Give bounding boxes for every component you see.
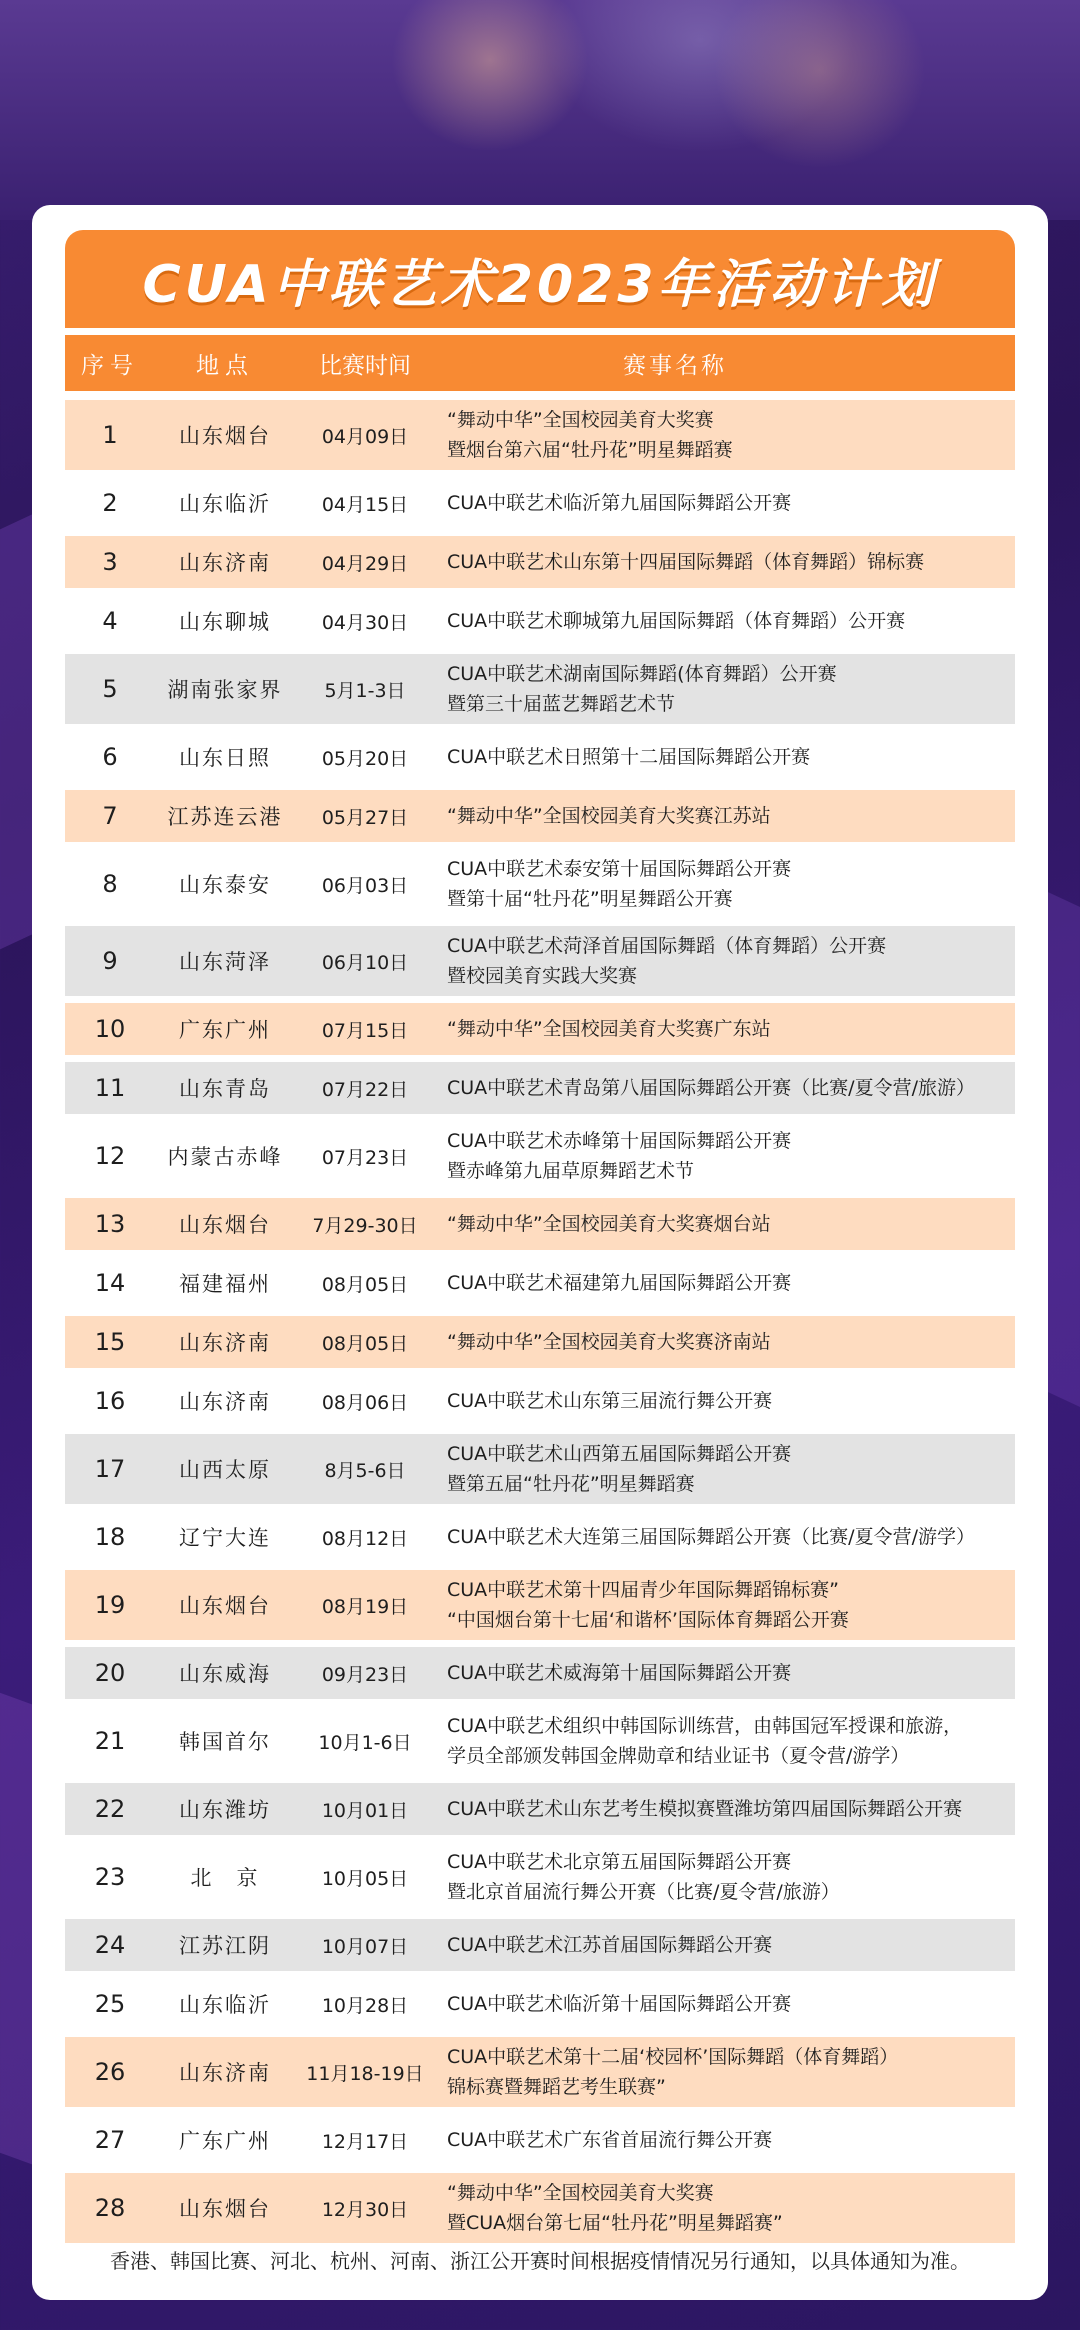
row-place: 山东临沂: [179, 1993, 271, 2017]
row-number: 24: [94, 1931, 126, 1959]
row-number: 16: [94, 1387, 126, 1415]
row-place: 山东临沂: [179, 492, 271, 516]
event-name-line: “舞动中华”全国校园美育大奖赛江苏站: [447, 805, 771, 827]
event-name-line: CUA中联艺术赤峰第十届国际舞蹈公开赛: [447, 1130, 792, 1152]
row-place: 辽宁大连: [179, 1526, 271, 1550]
table-row: [65, 595, 1015, 647]
row-date: 04月30日: [321, 611, 409, 634]
table-header: [65, 335, 1015, 391]
table-row: [65, 1978, 1015, 2030]
row-place: 广东广州: [179, 1018, 271, 1042]
row-place: 韩国首尔: [179, 1730, 271, 1754]
row-date: 10月28日: [321, 1994, 409, 2017]
row-date: 08月06日: [321, 1391, 409, 1414]
row-event-name: [435, 931, 1015, 991]
row-event-name: [435, 1930, 1015, 1960]
table-row: [65, 477, 1015, 529]
row-place: 山东烟台: [179, 424, 271, 448]
row-date: 05月20日: [321, 747, 409, 770]
table-row: [65, 790, 1015, 842]
event-name-line: CUA中联艺术江苏首届国际舞蹈公开赛: [447, 1934, 773, 1956]
row-place: 山东烟台: [179, 2197, 271, 2221]
row-event-name: [435, 2042, 1015, 2102]
footer-note: 香港、韩国比赛、河北、杭州、河南、浙江公开赛时间根据疫情情况另行通知，以具体通知为准。: [110, 2249, 970, 2273]
event-name-line: CUA中联艺术泰安第十届国际舞蹈公开赛: [447, 858, 792, 880]
row-event-name: [435, 1268, 1015, 1298]
event-name-line: “舞动中华”全国校园美育大奖赛烟台站: [447, 1213, 771, 1235]
event-name-line: CUA中联艺术临沂第九届国际舞蹈公开赛: [447, 492, 792, 514]
table-row: [65, 2173, 1015, 2243]
row-event-name: [435, 1711, 1015, 1771]
row-number: 2: [102, 489, 118, 517]
schedule-table-body: [65, 400, 1015, 2250]
event-name-line: CUA中联艺术青岛第八届国际舞蹈公开赛（比赛/夏令营/旅游）: [447, 1077, 975, 1099]
table-row: [65, 1842, 1015, 1912]
row-place: 广东广州: [179, 2129, 271, 2153]
row-place: 山东烟台: [179, 1213, 271, 1237]
table-row: [65, 1434, 1015, 1504]
row-date: 07月15日: [321, 1019, 409, 1042]
row-date: 04月15日: [321, 493, 409, 516]
table-row: [65, 1062, 1015, 1114]
row-place: 福建福州: [179, 1272, 271, 1296]
row-date: 05月27日: [321, 806, 409, 829]
table-row: [65, 1257, 1015, 1309]
row-date: 10月01日: [321, 1799, 409, 1822]
header-date: 比赛时间: [319, 352, 411, 379]
row-event-name: [435, 488, 1015, 518]
event-name-line: CUA中联艺术山东第三届流行舞公开赛: [447, 1390, 773, 1412]
event-name-line: CUA中联艺术组织中韩国际训练营，由韩国冠军授课和旅游，: [447, 1715, 963, 1737]
event-name-line: CUA中联艺术威海第十届国际舞蹈公开赛: [447, 1662, 792, 1684]
row-date: 10月07日: [321, 1935, 409, 1958]
table-row: [65, 926, 1015, 996]
event-name-line: “中国烟台第十七届‘和谐杯’国际体育舞蹈公开赛: [447, 1609, 849, 1631]
row-number: 18: [94, 1523, 126, 1551]
table-row: [65, 1570, 1015, 1640]
event-name-line: CUA中联艺术日照第十二届国际舞蹈公开赛: [447, 746, 811, 768]
header-no: 序号: [81, 352, 139, 379]
row-date: 10月1-6日: [318, 1731, 412, 1754]
row-number: 22: [94, 1795, 126, 1823]
row-event-name: [435, 1209, 1015, 1239]
event-name-line: CUA中联艺术第十四届青少年国际舞蹈锦标赛”: [447, 1579, 840, 1601]
row-place: 山东济南: [179, 551, 271, 575]
row-date: 12月17日: [321, 2130, 409, 2153]
row-place: 山东济南: [179, 1331, 271, 1355]
event-name-line: 暨第五届“牡丹花”明星舞蹈赛: [447, 1473, 695, 1495]
row-place: 山东泰安: [179, 873, 271, 897]
table-row: [65, 654, 1015, 724]
row-number: 8: [102, 870, 118, 898]
row-event-name: [435, 1386, 1015, 1416]
table-row: [65, 1198, 1015, 1250]
event-name-line: 暨第十届“牡丹花”明星舞蹈公开赛: [447, 888, 733, 910]
row-number: 4: [102, 607, 118, 635]
row-place: 山东日照: [179, 746, 271, 770]
event-name-line: “舞动中华”全国校园美育大奖赛广东站: [447, 1018, 771, 1040]
header-place: 地点: [196, 352, 254, 379]
row-event-name: [435, 1847, 1015, 1907]
event-name-line: CUA中联艺术菏泽首届国际舞蹈（体育舞蹈）公开赛: [447, 935, 887, 957]
row-number: 26: [94, 2058, 126, 2086]
hero-banner: [0, 0, 1080, 220]
row-date: 08月12日: [321, 1527, 409, 1550]
row-event-name: [435, 2125, 1015, 2155]
row-event-name: [435, 606, 1015, 636]
event-name-line: 暨校园美育实践大奖赛: [447, 965, 638, 987]
row-event-name: [435, 1327, 1015, 1357]
row-number: 3: [102, 548, 118, 576]
row-number: 20: [94, 1659, 126, 1687]
row-date: 06月10日: [321, 951, 409, 974]
row-place: 山东菏泽: [179, 950, 271, 974]
row-date: 11月18-19日: [306, 2062, 424, 2085]
event-name-line: CUA中联艺术湖南国际舞蹈(体育舞蹈）公开赛: [447, 663, 837, 685]
row-place: 山东烟台: [179, 1594, 271, 1618]
row-date: 08月05日: [321, 1332, 409, 1355]
title-bar: [65, 230, 1015, 328]
row-event-name: [435, 659, 1015, 719]
row-date: 8月5-6日: [324, 1459, 406, 1482]
row-place: 山东聊城: [179, 610, 271, 634]
row-event-name: [435, 1439, 1015, 1499]
table-row: [65, 1003, 1015, 1055]
event-name-line: CUA中联艺术北京第五届国际舞蹈公开赛: [447, 1851, 792, 1873]
event-name-line: CUA中联艺术第十二届‘校园杯’国际舞蹈（体育舞蹈）: [447, 2046, 899, 2068]
row-number: 13: [94, 1210, 126, 1238]
row-number: 27: [94, 2126, 126, 2154]
table-row: [65, 849, 1015, 919]
row-date: 5月1-3日: [324, 679, 406, 702]
row-place: 山东威海: [179, 1662, 271, 1686]
row-number: 7: [102, 802, 118, 830]
page-title: CUA中联艺术2023年活动计划: [142, 254, 938, 315]
event-name-line: CUA中联艺术大连第三届国际舞蹈公开赛（比赛/夏令营/游学）: [447, 1526, 975, 1548]
row-number: 6: [102, 743, 118, 771]
row-event-name: [435, 742, 1015, 772]
table-row: [65, 1511, 1015, 1563]
row-place: 山东济南: [179, 2061, 271, 2085]
event-name-line: 暨CUA烟台第七届“牡丹花”明星舞蹈赛”: [447, 2212, 783, 2234]
row-date: 08月19日: [321, 1595, 409, 1618]
event-name-line: 暨赤峰第九届草原舞蹈艺术节: [447, 1160, 695, 1182]
row-number: 12: [94, 1142, 126, 1170]
row-event-name: [435, 1575, 1015, 1635]
event-name-line: “舞动中华”全国校园美育大奖赛济南站: [447, 1331, 771, 1353]
row-date: 09月23日: [321, 1663, 409, 1686]
row-event-name: [435, 1126, 1015, 1186]
row-date: 7月29-30日: [312, 1214, 418, 1237]
event-name-line: 学员全部颁发韩国金牌勋章和结业证书（夏令营/游学）: [447, 1745, 910, 1767]
row-date: 06月03日: [321, 874, 409, 897]
row-number: 21: [94, 1727, 126, 1755]
row-number: 9: [102, 947, 118, 975]
row-event-name: [435, 1989, 1015, 2019]
event-name-line: 暨第三十届蓝艺舞蹈艺术节: [447, 693, 676, 715]
table-row: [65, 2114, 1015, 2166]
row-place: 山东潍坊: [179, 1798, 271, 1822]
row-event-name: [435, 1073, 1015, 1103]
row-date: 12月30日: [321, 2198, 409, 2221]
row-number: 14: [94, 1269, 126, 1297]
row-date: 07月23日: [321, 1146, 409, 1169]
row-number: 17: [94, 1455, 126, 1483]
schedule-card: [32, 205, 1048, 2300]
row-event-name: [435, 1794, 1015, 1824]
table-row: [65, 1919, 1015, 1971]
event-name-line: CUA中联艺术广东省首届流行舞公开赛: [447, 2129, 773, 2151]
row-place: 山东青岛: [179, 1077, 271, 1101]
row-number: 19: [94, 1591, 126, 1619]
row-date: 10月05日: [321, 1867, 409, 1890]
row-event-name: [435, 1014, 1015, 1044]
row-event-name: [435, 405, 1015, 465]
event-name-line: CUA中联艺术山东第十四届国际舞蹈（体育舞蹈）锦标赛: [447, 551, 925, 573]
row-place: 山西太原: [179, 1458, 271, 1482]
row-place: 江苏连云港: [167, 805, 283, 829]
table-row: [65, 1783, 1015, 1835]
row-place: 北 京: [190, 1866, 260, 1890]
event-name-line: 暨烟台第六届“牡丹花”明星舞蹈赛: [447, 439, 733, 461]
row-place: 湖南张家界: [167, 678, 283, 702]
event-name-line: CUA中联艺术临沂第十届国际舞蹈公开赛: [447, 1993, 792, 2015]
row-date: 04月29日: [321, 552, 409, 575]
row-event-name: [435, 547, 1015, 577]
row-date: 04月09日: [321, 425, 409, 448]
row-event-name: [435, 854, 1015, 914]
event-name-line: 锦标赛暨舞蹈艺考生联赛”: [447, 2076, 666, 2098]
row-event-name: [435, 2178, 1015, 2238]
table-row: [65, 1375, 1015, 1427]
row-number: 28: [94, 2194, 126, 2222]
event-name-line: “舞动中华”全国校园美育大奖赛: [447, 409, 714, 431]
row-date: 08月05日: [321, 1273, 409, 1296]
row-place: 内蒙古赤峰: [167, 1145, 283, 1169]
header-event: 赛事名称: [623, 352, 727, 379]
row-event-name: [435, 1658, 1015, 1688]
row-event-name: [435, 801, 1015, 831]
table-row: [65, 400, 1015, 470]
row-number: 10: [94, 1015, 126, 1043]
row-place: 山东济南: [179, 1390, 271, 1414]
row-number: 1: [102, 421, 118, 449]
table-row: [65, 2037, 1015, 2107]
row-number: 5: [102, 675, 118, 703]
table-row: [65, 731, 1015, 783]
table-row: [65, 1316, 1015, 1368]
table-row: [65, 1647, 1015, 1699]
row-number: 25: [94, 1990, 126, 2018]
row-event-name: [435, 1522, 1015, 1552]
table-row: [65, 1121, 1015, 1191]
table-row: [65, 1706, 1015, 1776]
row-place: 江苏江阴: [179, 1934, 271, 1958]
table-row: [65, 536, 1015, 588]
row-date: 07月22日: [321, 1078, 409, 1101]
event-name-line: CUA中联艺术山西第五届国际舞蹈公开赛: [447, 1443, 792, 1465]
event-name-line: CUA中联艺术山东艺考生模拟赛暨潍坊第四届国际舞蹈公开赛: [447, 1798, 963, 1820]
event-name-line: 暨北京首届流行舞公开赛（比赛/夏令营/旅游）: [447, 1881, 840, 1903]
event-name-line: CUA中联艺术福建第九届国际舞蹈公开赛: [447, 1272, 792, 1294]
event-name-line: CUA中联艺术聊城第九届国际舞蹈（体育舞蹈）公开赛: [447, 610, 906, 632]
row-number: 23: [94, 1863, 126, 1891]
row-number: 11: [94, 1074, 126, 1102]
event-name-line: “舞动中华”全国校园美育大奖赛: [447, 2182, 714, 2204]
row-number: 15: [94, 1328, 126, 1356]
